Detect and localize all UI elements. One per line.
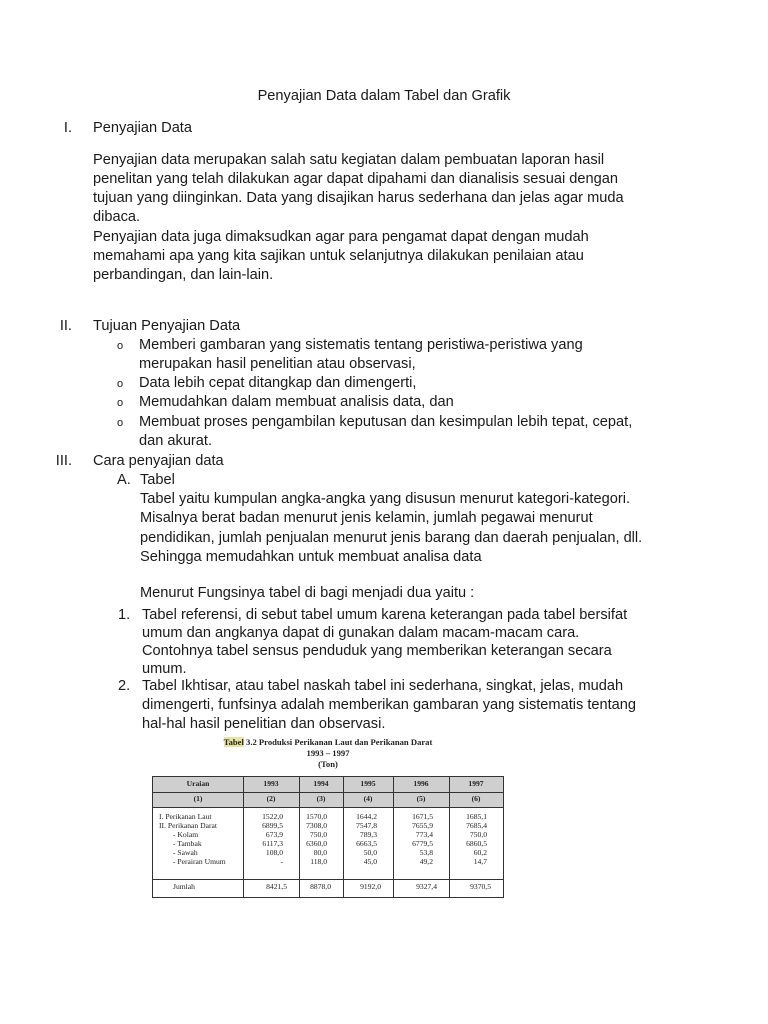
row-label: - Sawah bbox=[173, 848, 198, 857]
table-cell: 7547,8 bbox=[356, 821, 377, 830]
table-cell: 108,0 bbox=[265, 848, 283, 857]
table-cell: 6860,5 bbox=[466, 839, 487, 848]
column-number: (6) bbox=[471, 794, 481, 803]
list-line: hal-hal hasil penelitian dan observasi. bbox=[142, 716, 386, 732]
bullet-marker: o bbox=[117, 340, 124, 352]
paragraph-line: dibaca. bbox=[93, 209, 141, 225]
table-cell: 773,4 bbox=[415, 830, 433, 839]
caption-label: Tabel bbox=[223, 737, 244, 747]
data-table bbox=[152, 776, 504, 898]
table-cell: 1522,0 bbox=[262, 812, 283, 821]
row-label: I. Perikanan Laut bbox=[159, 812, 212, 821]
section-2-numeral: II. bbox=[59, 318, 72, 334]
column-header: 1997 bbox=[468, 779, 484, 788]
column-header: 1993 bbox=[263, 779, 279, 788]
paragraph-line: tujuan yang diinginkan. Data yang disajikan harus sederhana dan jelas agar muda bbox=[93, 190, 624, 206]
table-cell: 1570,0 bbox=[306, 812, 327, 821]
column-number: (4) bbox=[363, 794, 373, 803]
total-cell: 8878,0 bbox=[310, 882, 331, 891]
column-number: (2) bbox=[266, 794, 276, 803]
bullet-marker: o bbox=[117, 417, 124, 429]
table-cell: 6663,5 bbox=[356, 839, 377, 848]
caption-title: 3.2 Produksi Perikanan Laut dan Perikanan Darat bbox=[246, 737, 433, 747]
table-cell: 750,0 bbox=[309, 830, 327, 839]
bullet-marker: o bbox=[117, 397, 124, 409]
table-cell: 7308,0 bbox=[306, 821, 327, 830]
column-header: Uraian bbox=[186, 779, 210, 788]
section-3-numeral: III. bbox=[55, 453, 72, 469]
table-cell: 6899,5 bbox=[262, 821, 283, 830]
list-line: Tabel Ikhtisar, atau tabel naskah tabel ini sederhana, singkat, jelas, mudah bbox=[142, 678, 624, 694]
total-cell: 9370,5 bbox=[470, 882, 491, 891]
table-cell: 60,2 bbox=[473, 848, 487, 857]
section-1-numeral: I. bbox=[63, 120, 72, 136]
bullet-marker: o bbox=[117, 378, 124, 390]
list-line: umum. bbox=[142, 661, 187, 677]
bullet-text: Membuat proses pengambilan keputusan dan kesimpulan lebih tepat, cepat, bbox=[139, 414, 633, 430]
bullet-text: Memudahkan dalam membuat analisis data, dan bbox=[139, 394, 454, 410]
column-header: 1995 bbox=[360, 779, 376, 788]
column-number: (5) bbox=[416, 794, 426, 803]
paragraph-line: memahami apa yang kita sajikan untuk selanjutnya dilakukan penilaian atau bbox=[93, 248, 584, 264]
row-label: - Kolam bbox=[173, 830, 199, 839]
column-header: 1996 bbox=[413, 779, 429, 788]
table-cell: 1685,1 bbox=[466, 812, 487, 821]
header-divider bbox=[153, 792, 503, 793]
table-cell: 789,3 bbox=[359, 830, 377, 839]
paragraph-line: pendidikan, jumlah penjualan menurut jenis barang dan daerah penjualan, dll. bbox=[140, 530, 643, 546]
table-cell: 1644,2 bbox=[356, 812, 377, 821]
table-cell: 118,0 bbox=[310, 857, 327, 866]
list-intro: Menurut Fungsinya tabel di bagi menjadi dua yaitu : bbox=[140, 585, 475, 601]
table-cell: 14,7 bbox=[473, 857, 487, 866]
paragraph-line: Sehingga memudahkan untuk membuat analisa data bbox=[140, 549, 482, 565]
table-cell: 6360,0 bbox=[306, 839, 327, 848]
row-label: - Tambak bbox=[173, 839, 202, 848]
paragraph-line: Misalnya berat badan menurut jenis kelamin, jumlah pegawai menurut bbox=[140, 510, 593, 526]
table-cell: 6779,5 bbox=[412, 839, 433, 848]
paragraph-line: penelitan yang telah dilakukan agar dapat dipahami dan dianalisis sesuai dengan bbox=[93, 171, 618, 187]
bullet-text: Data lebih cepat ditangkap dan dimengerti, bbox=[139, 375, 417, 391]
paragraph-line: Tabel yaitu kumpulan angka-angka yang disusun menurut kategori-kategori. bbox=[140, 491, 630, 507]
caption-unit: (Ton) bbox=[318, 759, 338, 769]
caption-years: 1993 – 1997 bbox=[306, 748, 350, 758]
table-cell: 49,2 bbox=[419, 857, 433, 866]
row-label: - Perairan Umum bbox=[173, 857, 226, 866]
sub-heading: Tabel bbox=[140, 472, 175, 488]
total-cell: 9327,4 bbox=[416, 882, 437, 891]
list-line: umum dan angkanya dapat di gunakan dalam macam-macam cara. bbox=[142, 625, 580, 641]
total-divider bbox=[153, 879, 503, 880]
figure-caption bbox=[150, 737, 506, 747]
table-cell: 7655,9 bbox=[412, 821, 433, 830]
column-header: 1994 bbox=[313, 779, 329, 788]
list-line: Contohnya tabel sensus penduduk yang memberikan keterangan secara bbox=[142, 643, 612, 659]
table-figure bbox=[150, 736, 506, 901]
list-line: dimengerti, funfsinya adalah memberikan gambaran yang sistematis tentang bbox=[142, 697, 637, 713]
table-cell: 1671,5 bbox=[412, 812, 433, 821]
column-number: (3) bbox=[316, 794, 326, 803]
table-cell: 50,0 bbox=[363, 848, 377, 857]
total-cell: 9192,0 bbox=[360, 882, 381, 891]
list-marker: 1. bbox=[118, 607, 131, 623]
table-cell: 53,8 bbox=[419, 848, 433, 857]
document-title: Penyajian Data dalam Tabel dan Grafik bbox=[257, 88, 511, 104]
table-cell: 750,0 bbox=[469, 830, 487, 839]
section-3-heading: Cara penyajian data bbox=[93, 453, 224, 469]
section-1-heading: Penyajian Data bbox=[93, 120, 192, 136]
bullet-text: Memberi gambaran yang sistematis tentang peristiwa-peristiwa yang bbox=[139, 337, 583, 353]
table-cell: 80,0 bbox=[313, 848, 327, 857]
paragraph-line: Penyajian data juga dimaksudkan agar para pengamat dapat dengan mudah bbox=[93, 229, 589, 245]
section-2-heading: Tujuan Penyajian Data bbox=[93, 318, 241, 334]
table-cell: - bbox=[280, 857, 283, 866]
list-line: Tabel referensi, di sebut tabel umum karena keterangan pada tabel bersifat bbox=[142, 607, 628, 623]
table-cell: 6117,3 bbox=[262, 839, 283, 848]
list-marker: 2. bbox=[118, 678, 131, 694]
bullet-text: dan akurat. bbox=[139, 433, 213, 449]
table-cell: 7685,4 bbox=[466, 821, 487, 830]
total-cell: 8421,5 bbox=[266, 882, 287, 891]
table-cell: 673,9 bbox=[265, 830, 283, 839]
row-label: II. Perikanan Darat bbox=[159, 821, 217, 830]
column-number: (1) bbox=[193, 794, 203, 803]
total-label: Jumlah bbox=[173, 882, 195, 891]
sub-marker: A. bbox=[117, 472, 131, 488]
table-cell: 45,0 bbox=[363, 857, 377, 866]
bullet-text: merupakan hasil penelitian atau observasi, bbox=[139, 356, 416, 372]
paragraph-line: Penyajian data merupakan salah satu kegiatan dalam pembuatan laporan hasil bbox=[93, 152, 605, 168]
paragraph-line: perbandingan, dan lain-lain. bbox=[93, 267, 274, 283]
